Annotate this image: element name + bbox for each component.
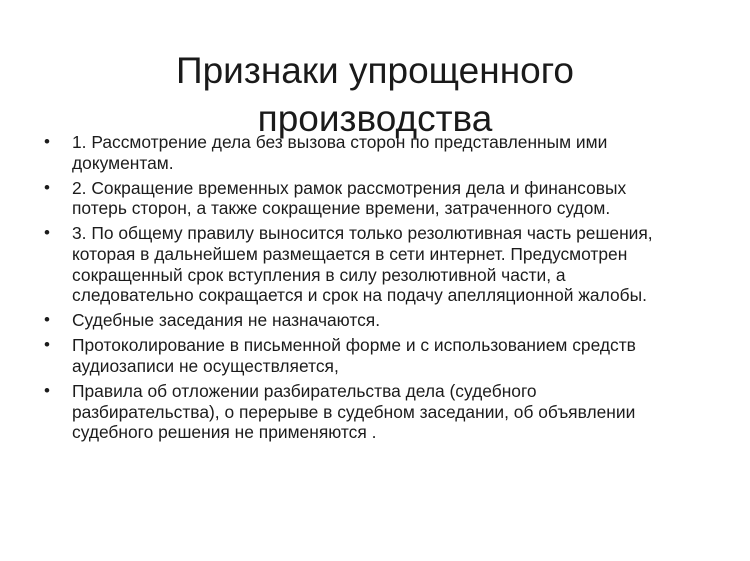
slide-title-line: Признаки упрощенного bbox=[176, 49, 574, 91]
bullet-text-line: Судебные заседания не назначаются. bbox=[72, 310, 381, 331]
bullet-text-line: Правила об отложении разбирательства дела (судебного bbox=[72, 381, 537, 402]
bullet-text-line: которая в дальнейшем размещается в сети интернет. Предусмотрен bbox=[72, 243, 628, 264]
bullet-dot-icon: • bbox=[44, 335, 50, 355]
bullet-text-line: Протоколирование в письменной форме и с использованием средств bbox=[72, 335, 636, 356]
bullet-dot-icon: • bbox=[44, 381, 50, 401]
bullet-text-line: документам. bbox=[72, 152, 174, 173]
bullet-item bbox=[40, 310, 720, 331]
bullet-text-line: 2. Сокращение временных рамок рассмотрения дела и финансовых bbox=[72, 177, 627, 198]
bullet-text-line: судебного решения не применяются . bbox=[72, 422, 377, 443]
bullet-text-line: аудиозаписи не осуществляется, bbox=[72, 355, 339, 376]
bullet-item bbox=[40, 132, 720, 173]
bullet-text-line: сокращенный срок вступления в силу резолютивной части, а bbox=[72, 264, 566, 285]
bullet-item bbox=[40, 223, 720, 305]
bullet-item bbox=[40, 335, 720, 376]
bullet-text-line: 1. Рассмотрение дела без вызова сторон по представленным ими bbox=[72, 132, 608, 152]
bullet-dot-icon: • bbox=[44, 223, 50, 243]
bullet-list bbox=[40, 132, 720, 447]
bullet-dot-icon: • bbox=[44, 310, 50, 330]
bullet-dot-icon: • bbox=[44, 177, 50, 197]
bullet-dot-icon: • bbox=[44, 132, 50, 151]
slide-title-line: производства bbox=[257, 97, 493, 139]
bullet-text-line: 3. По общему правилу выносится только резолютивная часть решения, bbox=[72, 223, 653, 244]
bullet-text-line: потерь сторон, а также сокращение времени, затраченного судом. bbox=[72, 198, 611, 219]
bullet-item bbox=[40, 178, 720, 219]
bullet-item bbox=[40, 381, 720, 443]
bullet-text-line: разбирательства), о перерыве в судебном заседании, об объявлении bbox=[72, 401, 636, 422]
slide-title bbox=[40, 47, 710, 143]
bullet-text-line: следовательно сокращается и срок на подачу апелляционной жалобы. bbox=[72, 285, 647, 306]
